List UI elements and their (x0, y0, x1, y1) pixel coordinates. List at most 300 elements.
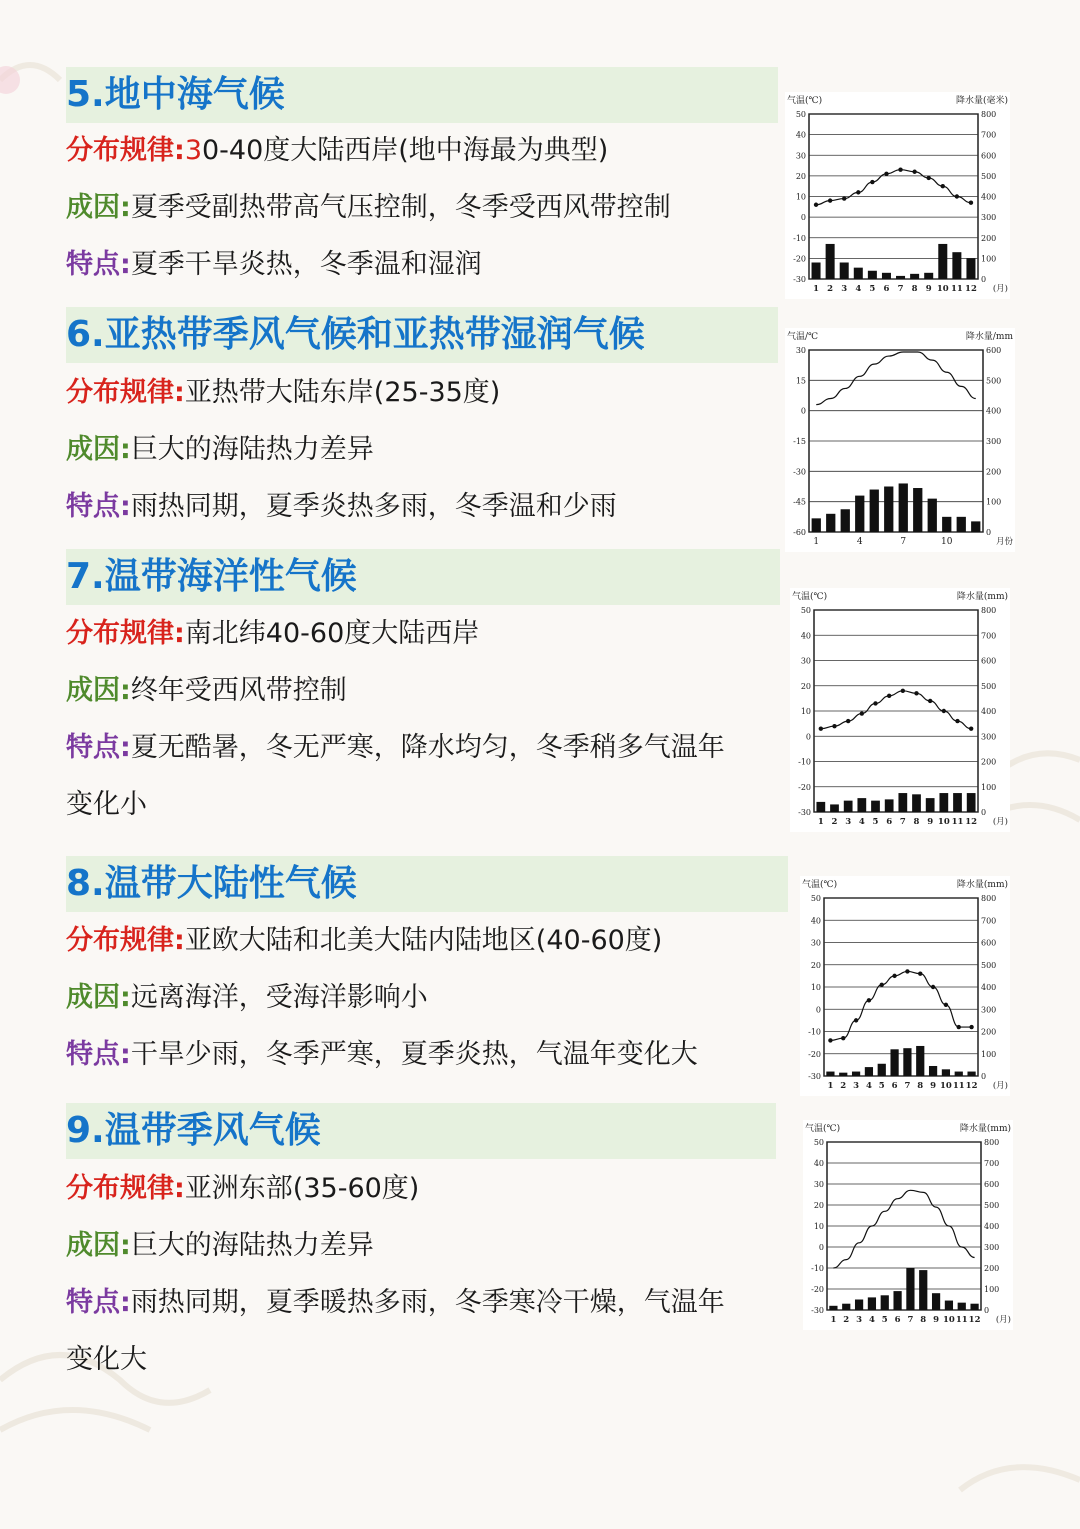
month-tick-label: 10 (941, 537, 953, 547)
precipitation-bar (955, 1072, 963, 1076)
distribution-text: 亚洲东部(35-60度) (184, 1173, 420, 1204)
precipitation-bar (868, 271, 877, 279)
month-tick-label: 2 (827, 284, 834, 294)
month-tick-label: 8 (917, 1081, 924, 1091)
climate-chart (803, 1120, 1013, 1330)
precipitation-bar (899, 483, 908, 532)
precipitation-tick-label: 0 (984, 1306, 990, 1315)
temperature-point (918, 971, 922, 975)
feature-label: 特点: (66, 249, 131, 280)
precipitation-axis-label: 降水量(mm) (959, 1124, 1011, 1134)
temperature-tick-label: 0 (800, 406, 806, 416)
month-tick-label: 8 (913, 817, 920, 827)
precipitation-tick-label: 200 (986, 467, 1002, 477)
cause-label: 成因: (66, 1230, 131, 1261)
distribution-line (66, 614, 479, 654)
precipitation-bar (855, 1300, 863, 1311)
cause-line (66, 430, 374, 470)
precipitation-bar (826, 244, 835, 279)
precipitation-bar (906, 1268, 914, 1310)
precipitation-bar (913, 488, 922, 532)
temperature-tick-label: -30 (793, 275, 806, 284)
precipitation-tick-label: 600 (986, 346, 1002, 355)
temperature-tick-label: 40 (810, 916, 821, 926)
climate-chart-svg (790, 588, 1010, 832)
month-tick-label: 1 (813, 284, 820, 294)
temperature-point (942, 709, 946, 713)
precipitation-tick-label: 100 (981, 782, 997, 792)
month-tick-label: 4 (868, 1315, 875, 1325)
month-tick-label: 9 (930, 1081, 937, 1091)
precipitation-bar (841, 509, 850, 532)
precipitation-bar (885, 799, 894, 812)
month-tick-label: 6 (894, 1315, 901, 1325)
precipitation-bar (942, 1069, 950, 1076)
month-tick-label: 3 (845, 817, 852, 827)
cause-text: 巨大的海陆热力差异 (130, 434, 374, 465)
temperature-point (814, 203, 818, 207)
precipitation-bar (912, 794, 921, 812)
precipitation-tick-label: 800 (984, 1138, 1000, 1147)
month-tick-label: 9 (933, 1315, 940, 1325)
temperature-axis-label: 气温/℃ (787, 332, 819, 342)
temperature-tick-label: 40 (795, 130, 806, 140)
temperature-tick-label: 0 (815, 1005, 821, 1015)
precipitation-tick-label: 300 (986, 437, 1002, 446)
precipitation-tick-label: 400 (981, 192, 997, 202)
feature-label: 特点: (66, 1039, 131, 1070)
precipitation-tick-label: 700 (981, 631, 997, 641)
precipitation-bar (855, 496, 864, 532)
precipitation-bar (839, 1073, 847, 1076)
precipitation-tick-label: 800 (981, 606, 997, 615)
temperature-point (969, 726, 973, 730)
precipitation-tick-label: 400 (981, 983, 997, 992)
temperature-tick-label: -30 (811, 1306, 824, 1315)
precipitation-tick-label: 0 (981, 1072, 987, 1081)
temperature-tick-label: 10 (800, 707, 811, 716)
temperature-point (832, 724, 836, 728)
precipitation-bar (868, 1297, 876, 1310)
temperature-tick-label: 10 (795, 192, 806, 202)
month-unit-label: (月) (995, 1315, 1011, 1325)
month-tick-label: 9 (925, 284, 932, 294)
month-tick-label: 12 (965, 1081, 978, 1091)
precipitation-tick-label: 300 (984, 1243, 1000, 1252)
precipitation-tick-label: 100 (981, 254, 997, 264)
precipitation-bar (871, 801, 880, 812)
cause-text: 夏季受副热带高气压控制，冬季受西风带控制 (130, 192, 671, 223)
precipitation-bar (852, 1072, 860, 1076)
temperature-tick-label: -30 (793, 467, 806, 477)
feature-label: 特点: (66, 491, 131, 522)
precipitation-tick-label: 300 (981, 732, 997, 742)
temperature-tick-label: -30 (808, 1072, 821, 1081)
section-title: 9.温带季风气候 (66, 1110, 321, 1151)
temperature-tick-label: 30 (800, 656, 811, 666)
month-tick-label: 11 (952, 1081, 965, 1091)
month-tick-label: 3 (856, 1315, 863, 1325)
precipitation-tick-label: 600 (984, 1180, 1000, 1189)
month-tick-label: 11 (950, 284, 963, 294)
month-tick-label: 1 (813, 537, 820, 547)
temperature-tick-label: -20 (798, 782, 811, 792)
temperature-axis-label: 气温(℃) (787, 96, 823, 106)
month-tick-label: 8 (920, 1315, 927, 1325)
precipitation-bar (910, 274, 919, 279)
month-tick-label: 7 (904, 1081, 911, 1091)
precipitation-bar (924, 273, 933, 279)
section-title: 6.亚热带季风气候和亚热带湿润气候 (66, 314, 645, 355)
precipitation-bar (958, 1303, 966, 1310)
distribution-line (66, 921, 662, 961)
temperature-point (969, 1025, 973, 1029)
feature-line-continued: 变化小 (66, 789, 147, 820)
distribution-label: 分布规律: (66, 618, 185, 649)
climate-chart-svg (785, 328, 1015, 552)
month-tick-label: 6 (891, 1081, 898, 1091)
temperature-point (928, 699, 932, 703)
precipitation-bar (878, 1064, 886, 1076)
distribution-text: 0-40度大陆西岸(地中海最为典型) (202, 135, 609, 166)
month-tick-label: 5 (878, 1081, 885, 1091)
temperature-line (833, 1190, 974, 1268)
feature-line (66, 245, 482, 285)
precipitation-bar (957, 517, 966, 532)
month-tick-label: 11 (955, 1315, 968, 1325)
climate-chart (800, 876, 1010, 1096)
month-tick-label: 12 (968, 1315, 981, 1325)
precipitation-tick-label: 800 (981, 894, 997, 903)
precipitation-tick-label: 500 (981, 681, 997, 691)
feature-label: 特点: (66, 1287, 131, 1318)
precipitation-bar (903, 1048, 911, 1076)
temperature-axis-label: 气温(℃) (802, 880, 838, 890)
temperature-point (931, 985, 935, 989)
month-tick-label: 11 (951, 817, 964, 827)
precipitation-bar (830, 804, 839, 812)
precipitation-bar (893, 1291, 901, 1310)
precipitation-bar (952, 252, 961, 279)
precipitation-tick-label: 200 (984, 1264, 1000, 1273)
precipitation-bar (967, 1072, 975, 1076)
temperature-tick-label: 20 (810, 960, 821, 970)
precipitation-bar (816, 802, 825, 812)
temperature-point (898, 167, 902, 171)
precipitation-axis-label: 降水量/mm (965, 332, 1013, 342)
precipitation-bar (939, 793, 948, 812)
temperature-tick-label: 10 (813, 1222, 824, 1231)
temperature-line (821, 691, 971, 729)
month-tick-label: 1 (827, 1081, 834, 1091)
precipitation-bar (919, 1270, 927, 1310)
temperature-tick-label: 20 (795, 171, 806, 181)
distribution-label: 分布规律: (66, 135, 185, 166)
precipitation-bar (916, 1046, 924, 1076)
climate-chart (785, 92, 1010, 299)
section-title: 5.地中海气候 (66, 74, 285, 115)
precipitation-bar (926, 798, 935, 812)
precipitation-bar (870, 490, 879, 532)
precipitation-bar (844, 801, 853, 812)
temperature-point (957, 1025, 961, 1029)
temperature-point (867, 998, 871, 1002)
feature-line (66, 487, 617, 527)
precipitation-tick-label: 0 (986, 528, 992, 537)
month-tick-label: 6 (883, 284, 890, 294)
precipitation-bar (932, 1293, 940, 1310)
climate-chart (785, 328, 1015, 552)
month-tick-label: 10 (939, 1081, 952, 1091)
month-tick-label: 2 (831, 817, 838, 827)
cause-line (66, 671, 347, 711)
feature-text: 夏季干旱炎热，冬季温和湿润 (130, 249, 482, 280)
precipitation-bar (829, 1306, 837, 1310)
temperature-tick-label: -10 (798, 757, 811, 767)
precipitation-bar (971, 521, 980, 532)
month-tick-label: 2 (843, 1315, 850, 1325)
cause-label: 成因: (66, 434, 131, 465)
temperature-tick-label: 40 (813, 1159, 824, 1168)
precipitation-bar (942, 517, 951, 532)
temperature-tick-label: 50 (795, 110, 806, 119)
cause-label: 成因: (66, 675, 131, 706)
section-title: 7.温带海洋性气候 (66, 556, 357, 597)
temperature-tick-label: 0 (805, 732, 811, 742)
precipitation-axis-label: 降水量(毫米) (955, 96, 1008, 106)
precipitation-tick-label: 200 (981, 757, 997, 767)
precipitation-tick-label: 100 (984, 1285, 1000, 1294)
precipitation-tick-label: 100 (986, 497, 1002, 507)
month-tick-label: 10 (936, 284, 949, 294)
precipitation-tick-label: 800 (981, 110, 997, 119)
month-tick-label: 4 (858, 817, 865, 827)
month-tick-label: 7 (907, 1315, 914, 1325)
precipitation-bar (953, 793, 962, 812)
temperature-tick-label: 0 (818, 1243, 824, 1252)
feature-text: 夏无酷暑，冬无严寒，降水均匀，冬季稍多气温年 (130, 732, 725, 763)
precipitation-tick-label: 500 (981, 171, 997, 181)
temperature-tick-label: 30 (795, 151, 806, 161)
precipitation-bar (842, 1304, 850, 1310)
temperature-point (856, 190, 860, 194)
precipitation-tick-label: 300 (981, 213, 997, 223)
temperature-point (828, 1038, 832, 1042)
temperature-point (846, 719, 850, 723)
precipitation-bar (890, 1049, 898, 1076)
precipitation-tick-label: 400 (981, 707, 997, 716)
cause-line (66, 1226, 374, 1266)
temperature-point (892, 974, 896, 978)
month-tick-label: 10 (937, 817, 950, 827)
month-unit-label: (月) (992, 284, 1008, 294)
precipitation-bar (928, 499, 937, 532)
cause-text: 远离海洋，受海洋影响小 (130, 982, 428, 1013)
temperature-line (816, 170, 971, 205)
distribution-label: 分布规律: (66, 925, 185, 956)
distribution-label: 分布规律: (66, 377, 185, 408)
precipitation-bar (854, 268, 863, 279)
precipitation-tick-label: 400 (984, 1222, 1000, 1231)
precipitation-tick-label: 500 (984, 1201, 1000, 1210)
month-tick-label: 3 (853, 1081, 860, 1091)
precipitation-bar (967, 793, 976, 812)
precipitation-bar (812, 518, 821, 532)
temperature-tick-label: 20 (800, 681, 811, 691)
feature-text: 干旱少雨，冬季严寒，夏季炎热，气温年变化大 (130, 1039, 698, 1070)
month-tick-label: 2 (840, 1081, 847, 1091)
cause-label: 成因: (66, 982, 131, 1013)
cause-text: 巨大的海陆热力差异 (130, 1230, 374, 1261)
precipitation-bar (898, 793, 907, 812)
precipitation-tick-label: 600 (981, 151, 997, 161)
precipitation-bar (881, 1295, 889, 1310)
feature-line (66, 1035, 698, 1075)
temperature-point (819, 726, 823, 730)
month-tick-label: 7 (900, 537, 907, 547)
feature-text: 雨热同期，夏季炎热多雨，冬季温和少雨 (130, 491, 617, 522)
temperature-point (880, 983, 884, 987)
distribution-text: 亚热带大陆东岸(25-35度) (184, 377, 501, 408)
climate-chart-svg (800, 876, 1010, 1096)
precipitation-tick-label: 500 (986, 376, 1002, 386)
temperature-tick-label: -10 (808, 1027, 821, 1037)
distribution-line (66, 131, 608, 171)
month-tick-label: 5 (872, 817, 879, 827)
temperature-tick-label: 30 (810, 938, 821, 948)
precipitation-bar (929, 1066, 937, 1076)
feature-line (66, 728, 725, 768)
distribution-line (66, 1169, 419, 1209)
month-tick-label: 7 (899, 817, 906, 827)
temperature-tick-label: -60 (793, 528, 806, 537)
month-tick-label: 12 (965, 817, 978, 827)
precipitation-bar (840, 263, 849, 280)
precipitation-tick-label: 700 (984, 1159, 1000, 1168)
precipitation-bar (970, 1304, 978, 1310)
precipitation-tick-label: 100 (981, 1049, 997, 1059)
temperature-point (842, 196, 846, 200)
temperature-tick-label: -30 (798, 808, 811, 817)
temperature-line (816, 352, 976, 405)
distribution-text: 南北纬40-60度大陆西岸 (184, 618, 480, 649)
feature-line (66, 1283, 725, 1323)
temperature-tick-label: -20 (808, 1049, 821, 1059)
temperature-tick-label: -45 (793, 497, 806, 507)
temperature-point (955, 719, 959, 723)
temperature-axis-label: 气温(℃) (805, 1124, 841, 1134)
temperature-tick-label: -20 (811, 1285, 824, 1294)
temperature-point (884, 172, 888, 176)
month-tick-label: 4 (855, 284, 862, 294)
temperature-point (969, 200, 973, 204)
month-tick-label: 5 (869, 284, 876, 294)
climate-chart-svg (785, 92, 1010, 299)
month-tick-label: 8 (911, 284, 918, 294)
month-tick-label: 4 (865, 1081, 872, 1091)
temperature-tick-label: -20 (793, 254, 806, 264)
temperature-tick-label: 30 (813, 1180, 824, 1189)
temperature-point (870, 180, 874, 184)
temperature-tick-label: 20 (813, 1201, 824, 1210)
temperature-point (955, 194, 959, 198)
temperature-point (905, 969, 909, 973)
precipitation-tick-label: 700 (981, 916, 997, 926)
cause-line (66, 188, 671, 228)
feature-line-continued: 变化大 (66, 1344, 147, 1375)
month-unit-label: (月) (992, 817, 1008, 827)
month-tick-label: 5 (881, 1315, 888, 1325)
feature-label: 特点: (66, 732, 131, 763)
temperature-tick-label: 30 (795, 346, 806, 355)
precipitation-tick-label: 400 (986, 406, 1002, 416)
precipitation-bar (865, 1067, 873, 1076)
precipitation-tick-label: 600 (981, 938, 997, 948)
precipitation-bar (826, 514, 835, 532)
month-tick-label: 6 (886, 817, 893, 827)
precipitation-bar (896, 276, 905, 279)
precipitation-tick-label: 600 (981, 656, 997, 666)
temperature-tick-label: 15 (795, 376, 806, 386)
temperature-point (854, 1018, 858, 1022)
temperature-tick-label: 0 (800, 213, 806, 223)
precipitation-tick-label: 700 (981, 130, 997, 140)
precipitation-bar (857, 798, 866, 812)
precipitation-tick-label: 300 (981, 1005, 997, 1015)
temperature-tick-label: 10 (810, 983, 821, 992)
temperature-point (941, 184, 945, 188)
temperature-point (901, 689, 905, 693)
month-tick-label: 10 (942, 1315, 955, 1325)
distribution-text: 亚欧大陆和北美大陆内陆地区(40-60度) (184, 925, 663, 956)
month-tick-label: 1 (817, 817, 824, 827)
climate-chart (790, 588, 1010, 832)
temperature-point (887, 694, 891, 698)
precipitation-bar (966, 258, 975, 279)
feature-text: 雨热同期，夏季暖热多雨，冬季寒冷干燥，气温年 (130, 1287, 725, 1318)
temperature-tick-label: 40 (800, 631, 811, 641)
month-tick-label: 7 (897, 284, 904, 294)
temperature-axis-label: 气温(℃) (792, 592, 828, 602)
distribution-first-char: 3 (184, 135, 202, 166)
precipitation-bar (882, 273, 891, 279)
month-tick-label: 12 (965, 284, 977, 294)
month-tick-label: 9 (927, 817, 934, 827)
month-tick-label: 1 (830, 1315, 837, 1325)
temperature-point (914, 691, 918, 695)
temperature-tick-label: -15 (793, 437, 806, 446)
month-tick-label: 4 (856, 537, 863, 547)
month-tick-label: 3 (841, 284, 848, 294)
temperature-point (912, 170, 916, 174)
temperature-tick-label: -10 (793, 233, 806, 243)
precipitation-axis-label: 降水量(mm) (956, 592, 1008, 602)
precipitation-axis-label: 降水量(mm) (956, 880, 1008, 890)
temperature-point (841, 1036, 845, 1040)
precipitation-bar (945, 1301, 953, 1310)
temperature-point (828, 198, 832, 202)
cause-line (66, 978, 428, 1018)
climate-chart-svg (803, 1120, 1013, 1330)
precipitation-bar (938, 244, 947, 279)
temperature-tick-label: 50 (813, 1138, 824, 1147)
temperature-line (830, 971, 971, 1040)
month-unit-label: (月) (992, 1081, 1008, 1091)
precipitation-tick-label: 0 (981, 808, 987, 817)
precipitation-bar (884, 487, 893, 533)
distribution-line (66, 373, 500, 413)
cause-text: 终年受西风带控制 (130, 675, 347, 706)
